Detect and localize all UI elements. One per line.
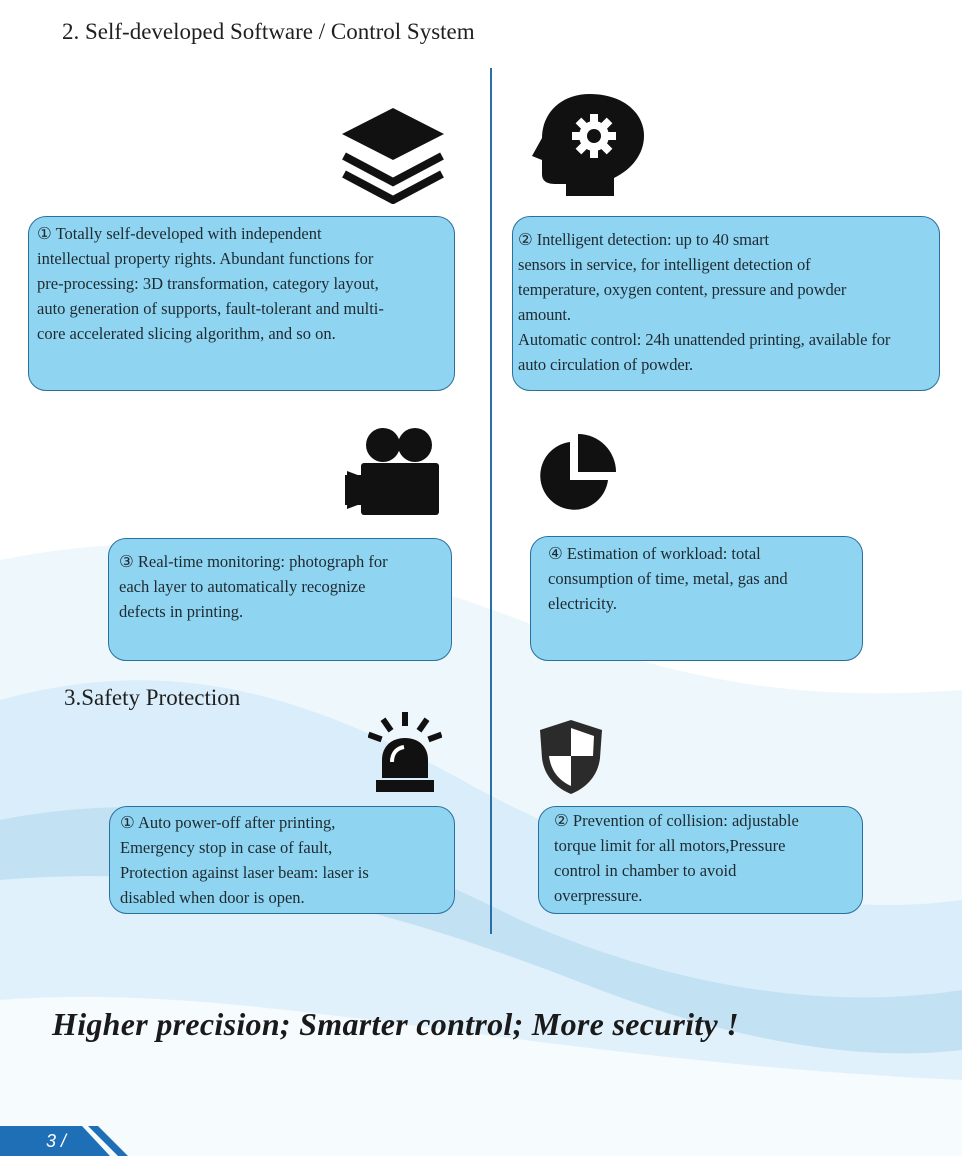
pie-chart-icon bbox=[534, 434, 616, 516]
shield-icon bbox=[538, 718, 604, 796]
workload-feature-box bbox=[530, 536, 863, 661]
collision-feature-box bbox=[538, 806, 863, 914]
collision-text: ② Prevention of collision: adjustable torque limit for all motors,Pressure control in chamber to avoid overpressure. bbox=[554, 811, 799, 905]
video-camera-icon bbox=[345, 427, 441, 517]
slogan: Higher precision; Smarter control; More security ! bbox=[52, 1006, 740, 1042]
brain-gear-icon bbox=[530, 92, 646, 198]
monitoring-feature-box bbox=[108, 538, 452, 661]
power-off-text: ① Auto power-off after printing, Emergency stop in case of fault, Protection against laser beam: laser is disabled when door is open. bbox=[120, 813, 369, 907]
detection-feature-box bbox=[512, 216, 940, 391]
software-section-title: 2. Self-developed Software / Control System bbox=[62, 19, 475, 44]
layers-icon bbox=[340, 106, 446, 204]
safety-section-title: 3.Safety Protection bbox=[64, 685, 241, 710]
power-off-feature-box bbox=[109, 806, 455, 914]
alarm-light-icon bbox=[368, 712, 442, 794]
preprocessing-feature-box bbox=[28, 216, 455, 391]
page-number: 3 / bbox=[46, 1131, 67, 1151]
center-divider bbox=[490, 68, 492, 934]
detection-text: ② Intelligent detection: up to 40 smart sensors in service, for intelligent detection of temperature, oxygen content, pressure and powder amount. Automatic control: 24h unattended printing, available for auto circulation of powder. bbox=[518, 230, 891, 374]
monitoring-text: ③ Real-time monitoring: photograph for each layer to automatically recognize defects in printing. bbox=[119, 552, 388, 621]
workload-text: ④ Estimation of workload: total consumption of time, metal, gas and electricity. bbox=[548, 544, 788, 613]
preprocessing-text: ① Totally self-developed with independent intellectual property rights. Abundant functions for pre-processing: 3D transformation, category layout, auto generation of supports, fault-tolerant and multi- core accelerated slicing algorithm, and so on. bbox=[37, 224, 384, 343]
